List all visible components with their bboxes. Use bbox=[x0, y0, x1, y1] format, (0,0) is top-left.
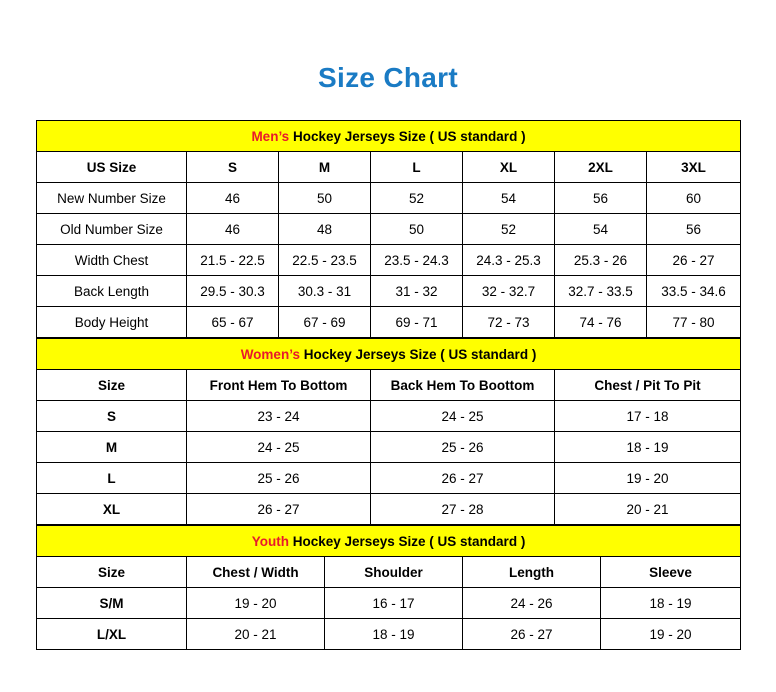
youth-header-cell: Shoulder bbox=[325, 557, 463, 588]
youth-cell: 24 - 26 bbox=[463, 588, 601, 619]
mens-cell: 31 - 32 bbox=[371, 276, 463, 307]
womens-cell: 25 - 26 bbox=[371, 432, 555, 463]
mens-cell: 26 - 27 bbox=[647, 245, 741, 276]
table-row bbox=[37, 307, 741, 338]
womens-header-cell: Front Hem To Bottom bbox=[187, 370, 371, 401]
mens-cell: 21.5 - 22.5 bbox=[187, 245, 279, 276]
table-row bbox=[37, 463, 741, 494]
mens-band-accent: Men’s bbox=[251, 128, 290, 144]
mens-cell: 32.7 - 33.5 bbox=[555, 276, 647, 307]
mens-header-cell: 2XL bbox=[555, 152, 647, 183]
womens-cell: 24 - 25 bbox=[187, 432, 371, 463]
mens-header-cell: 3XL bbox=[647, 152, 741, 183]
mens-cell: 52 bbox=[463, 214, 555, 245]
youth-cell: 20 - 21 bbox=[187, 619, 325, 650]
mens-band-rest: Hockey Jerseys Size ( US standard ) bbox=[289, 128, 526, 144]
mens-cell: 50 bbox=[279, 183, 371, 214]
womens-cell: 18 - 19 bbox=[555, 432, 741, 463]
womens-header-cell: Size bbox=[37, 370, 187, 401]
page-title: Size Chart bbox=[318, 62, 458, 93]
womens-row-label: M bbox=[37, 432, 187, 463]
womens-cell: 24 - 25 bbox=[371, 401, 555, 432]
youth-band-accent: Youth bbox=[251, 533, 289, 549]
table-row bbox=[37, 619, 741, 650]
mens-row-label: Body Height bbox=[37, 307, 187, 338]
mens-cell: 72 - 73 bbox=[463, 307, 555, 338]
mens-row-label: Old Number Size bbox=[37, 214, 187, 245]
womens-cell: 19 - 20 bbox=[555, 463, 741, 494]
mens-cell: 22.5 - 23.5 bbox=[279, 245, 371, 276]
mens-cell: 54 bbox=[555, 214, 647, 245]
womens-cell: 23 - 24 bbox=[187, 401, 371, 432]
youth-size-table bbox=[36, 525, 741, 650]
womens-band-rest: Hockey Jerseys Size ( US standard ) bbox=[299, 346, 537, 362]
mens-cell: 56 bbox=[555, 183, 647, 214]
womens-row-label: L bbox=[37, 463, 187, 494]
table-row bbox=[37, 214, 741, 245]
table-band-row bbox=[37, 339, 741, 370]
mens-cell: 32 - 32.7 bbox=[463, 276, 555, 307]
youth-row-label: S/M bbox=[37, 588, 187, 619]
womens-row-label: XL bbox=[37, 494, 187, 525]
mens-header-cell: L bbox=[371, 152, 463, 183]
youth-band-rest: Hockey Jerseys Size ( US standard ) bbox=[288, 533, 526, 549]
womens-header-cell: Back Hem To Boottom bbox=[371, 370, 555, 401]
womens-cell: 20 - 21 bbox=[555, 494, 741, 525]
table-band-row bbox=[37, 526, 741, 557]
mens-cell: 48 bbox=[279, 214, 371, 245]
mens-cell: 25.3 - 26 bbox=[555, 245, 647, 276]
table-row bbox=[37, 183, 741, 214]
mens-size-table bbox=[36, 120, 741, 338]
mens-cell: 56 bbox=[647, 214, 741, 245]
youth-header-cell: Sleeve bbox=[601, 557, 741, 588]
womens-size-table bbox=[36, 338, 741, 525]
mens-cell: 50 bbox=[371, 214, 463, 245]
mens-cell: 60 bbox=[647, 183, 741, 214]
youth-cell: 19 - 20 bbox=[187, 588, 325, 619]
youth-header-cell: Chest / Width bbox=[187, 557, 325, 588]
womens-cell: 17 - 18 bbox=[555, 401, 741, 432]
mens-cell: 65 - 67 bbox=[187, 307, 279, 338]
table-row bbox=[37, 588, 741, 619]
mens-cell: 69 - 71 bbox=[371, 307, 463, 338]
youth-cell: 19 - 20 bbox=[601, 619, 741, 650]
table-row bbox=[37, 432, 741, 463]
youth-cell: 26 - 27 bbox=[463, 619, 601, 650]
table-header-row bbox=[37, 557, 741, 588]
mens-header-cell: US Size bbox=[37, 152, 187, 183]
youth-cell: 18 - 19 bbox=[601, 588, 741, 619]
womens-row-label: S bbox=[37, 401, 187, 432]
mens-row-label: Width Chest bbox=[37, 245, 187, 276]
table-row bbox=[37, 494, 741, 525]
mens-header-cell: S bbox=[187, 152, 279, 183]
womens-cell: 26 - 27 bbox=[187, 494, 371, 525]
table-row bbox=[37, 401, 741, 432]
womens-cell: 27 - 28 bbox=[371, 494, 555, 525]
youth-cell: 18 - 19 bbox=[325, 619, 463, 650]
mens-band-title bbox=[37, 121, 741, 152]
youth-header-cell: Length bbox=[463, 557, 601, 588]
youth-row-label: L/XL bbox=[37, 619, 187, 650]
table-row bbox=[37, 276, 741, 307]
womens-cell: 25 - 26 bbox=[187, 463, 371, 494]
mens-row-label: New Number Size bbox=[37, 183, 187, 214]
mens-cell: 46 bbox=[187, 214, 279, 245]
youth-header-cell: Size bbox=[37, 557, 187, 588]
mens-cell: 67 - 69 bbox=[279, 307, 371, 338]
mens-row-label: Back Length bbox=[37, 276, 187, 307]
mens-cell: 33.5 - 34.6 bbox=[647, 276, 741, 307]
mens-cell: 54 bbox=[463, 183, 555, 214]
mens-cell: 29.5 - 30.3 bbox=[187, 276, 279, 307]
mens-cell: 24.3 - 25.3 bbox=[463, 245, 555, 276]
mens-header-cell: XL bbox=[463, 152, 555, 183]
mens-cell: 52 bbox=[371, 183, 463, 214]
mens-cell: 23.5 - 24.3 bbox=[371, 245, 463, 276]
table-row bbox=[37, 245, 741, 276]
table-band-row bbox=[37, 121, 741, 152]
table-header-row bbox=[37, 152, 741, 183]
mens-cell: 74 - 76 bbox=[555, 307, 647, 338]
mens-header-cell: M bbox=[279, 152, 371, 183]
womens-header-cell: Chest / Pit To Pit bbox=[555, 370, 741, 401]
table-header-row bbox=[37, 370, 741, 401]
youth-band-title bbox=[37, 526, 741, 557]
mens-cell: 77 - 80 bbox=[647, 307, 741, 338]
mens-cell: 30.3 - 31 bbox=[279, 276, 371, 307]
womens-band-title bbox=[37, 339, 741, 370]
youth-cell: 16 - 17 bbox=[325, 588, 463, 619]
tables-container bbox=[36, 120, 740, 650]
womens-band-accent: Women’s bbox=[240, 346, 300, 362]
mens-cell: 46 bbox=[187, 183, 279, 214]
womens-cell: 26 - 27 bbox=[371, 463, 555, 494]
